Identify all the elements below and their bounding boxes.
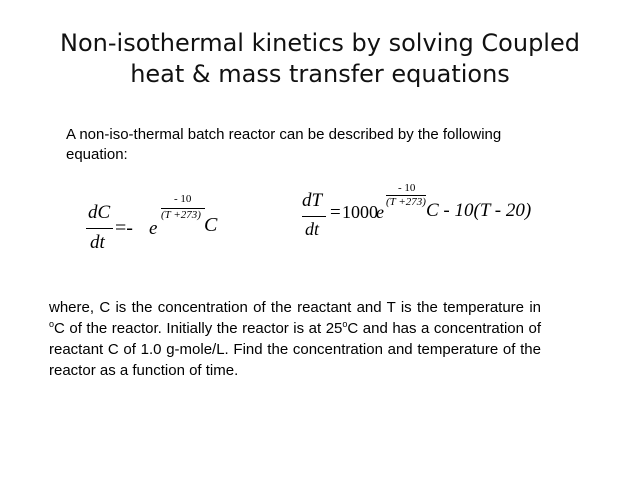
degree-superscript-1: o [49,319,55,329]
eq2-coefficient: 1000 [342,202,378,222]
eq2-fraction-bar [302,216,326,217]
eq1-exp-denominator: (T +273) [161,209,201,221]
eq1-exp-numerator: - 10 [174,193,192,205]
eq2-exp-base: e [376,202,384,222]
eq2-tail: C - 10(T - 20) [426,200,532,221]
eq2-denominator: dt [305,219,320,239]
equation-concentration [86,176,226,256]
eq1-tail: C [204,214,218,236]
problem-statement [49,297,541,381]
eq1-equals: =- [115,217,133,239]
equation-temperature [302,176,542,256]
body-text-3: C and has a concentration of reactant C of 1.0 g-mole/L. Find the concentration and temperature of the reactor as a function of time. [49,320,541,379]
intro-text: A non-iso-thermal batch reactor can be described by the following equation: [66,126,502,163]
slide-title: Non-isothermal kinetics by solving Coupled heat & mass transfer equations [60,29,580,88]
eq2-equals: = [330,202,341,223]
degree-superscript-2: o [342,319,348,329]
eq2-numerator: dT [302,190,323,211]
eq2-exp-numerator: - 10 [398,182,416,194]
body-text-2: C of the reactor. Initially the reactor is at 25 [54,320,343,337]
eq1-denominator: dt [90,232,105,253]
eq1-numerator: dC [88,202,111,223]
body-text-1: where, C is the concentration of the reactant and T is the temperature in [49,299,541,316]
eq1-exp-base: e [149,218,158,239]
eq1-fraction-bar [86,228,113,229]
eq2-exp-denominator: (T +273) [386,196,426,208]
